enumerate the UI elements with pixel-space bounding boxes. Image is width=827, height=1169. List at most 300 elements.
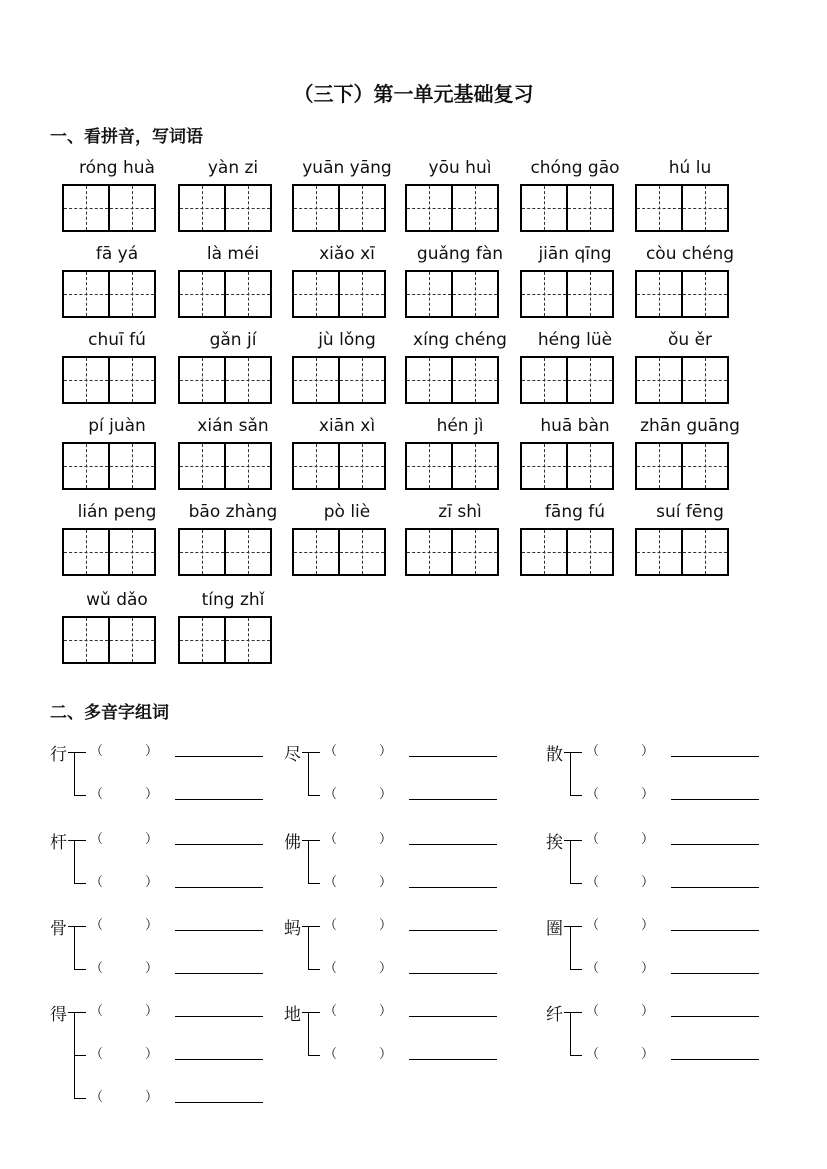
word-blank-line[interactable] [671, 887, 759, 888]
writing-boxes [62, 442, 172, 490]
pinyin-label: xián sǎn [197, 416, 269, 436]
pinyin-paren-open: （ [586, 1047, 600, 1062]
word-blank-line[interactable] [671, 973, 759, 974]
answer-row [586, 957, 766, 977]
tianzige-box[interactable] [635, 442, 683, 490]
tianzige-box[interactable] [226, 184, 272, 232]
pinyin-label: xíng chéng [413, 330, 507, 350]
pinyin-label: hú lu [668, 158, 712, 178]
word-blank-line[interactable] [671, 1059, 759, 1060]
tianzige-box[interactable] [226, 270, 272, 318]
tianzige-box[interactable] [635, 528, 683, 576]
tianzige-box[interactable] [683, 270, 729, 318]
pinyin-label: chuī fú [88, 330, 146, 350]
word-blank-line[interactable] [409, 887, 497, 888]
pinyin-paren-close: ） [379, 1004, 393, 1019]
tianzige-box[interactable] [405, 528, 453, 576]
pinyin-paren-open: （ [90, 1004, 104, 1019]
pinyin-label: jù lǒng [318, 330, 376, 350]
writing-boxes [520, 442, 630, 490]
pinyin-paren-close: ） [145, 961, 159, 976]
pinyin-paren-close: ） [641, 875, 655, 890]
tianzige-box[interactable] [568, 442, 614, 490]
answer-row [586, 1043, 766, 1063]
brace-tick [308, 926, 320, 927]
polyphone-group [284, 740, 524, 826]
answer-row [90, 740, 270, 760]
tianzige-box[interactable] [340, 442, 386, 490]
writing-boxes [520, 528, 630, 576]
brace-tick [74, 752, 86, 753]
polyphone-char: 挨 [546, 833, 563, 853]
brace-tick [570, 752, 582, 753]
pinyin-paren-open: （ [90, 918, 104, 933]
answer-row [90, 1000, 270, 1020]
word-blank-line[interactable] [175, 887, 263, 888]
tianzige-box[interactable] [405, 356, 453, 404]
tianzige-box[interactable] [62, 442, 110, 490]
pinyin-paren-close: ） [641, 1047, 655, 1062]
tianzige-box[interactable] [683, 528, 729, 576]
pinyin-label: huā bàn [540, 416, 610, 436]
pinyin-item [178, 500, 288, 576]
pinyin-item [635, 242, 745, 318]
word-blank-line[interactable] [175, 1102, 263, 1103]
writing-boxes [520, 270, 630, 318]
polyphone-char: 散 [546, 745, 563, 765]
pinyin-paren-open: （ [324, 832, 338, 847]
polyphone-group [546, 828, 786, 914]
word-blank-line[interactable] [175, 1059, 263, 1060]
writing-boxes [292, 442, 402, 490]
tianzige-box[interactable] [292, 528, 340, 576]
brace-line [570, 840, 571, 883]
pinyin-paren-open: （ [586, 1004, 600, 1019]
brace-tick [308, 752, 320, 753]
pinyin-paren-open: （ [324, 875, 338, 890]
pinyin-paren-close: ） [641, 744, 655, 759]
pinyin-item [178, 328, 288, 404]
section-heading-pinyin: 一、看拼音，写词语 [50, 127, 203, 147]
polyphone-group [284, 914, 524, 1000]
pinyin-paren-close: ） [641, 918, 655, 933]
pinyin-item [62, 588, 172, 664]
tianzige-box[interactable] [520, 184, 568, 232]
answer-row [586, 914, 766, 934]
pinyin-paren-close: ） [641, 961, 655, 976]
writing-boxes [635, 528, 745, 576]
word-blank-line[interactable] [409, 799, 497, 800]
pinyin-item [292, 500, 402, 576]
polyphone-char: 得 [50, 1005, 67, 1025]
tianzige-box[interactable] [110, 270, 156, 318]
pinyin-item [405, 500, 515, 576]
answer-row [90, 914, 270, 934]
pinyin-label: yuān yāng [302, 158, 392, 178]
pinyin-paren-close: ） [379, 1047, 393, 1062]
tianzige-box[interactable] [453, 184, 499, 232]
polyphone-char: 佛 [284, 833, 301, 853]
answer-row [324, 740, 504, 760]
writing-boxes [635, 184, 745, 232]
brace-tick [74, 926, 86, 927]
pinyin-paren-open: （ [324, 918, 338, 933]
pinyin-paren-open: （ [90, 1090, 104, 1105]
answer-row [90, 1086, 270, 1106]
pinyin-paren-open: （ [90, 832, 104, 847]
answer-row [586, 1000, 766, 1020]
pinyin-item [292, 242, 402, 318]
tianzige-box[interactable] [520, 528, 568, 576]
brace-tick [570, 840, 582, 841]
tianzige-box[interactable] [110, 528, 156, 576]
brace-tick [570, 969, 582, 970]
word-blank-line[interactable] [671, 756, 759, 757]
pinyin-label: là méi [206, 244, 260, 264]
answer-row [324, 1043, 504, 1063]
pinyin-item [62, 328, 172, 404]
word-blank-line[interactable] [409, 973, 497, 974]
polyphone-char: 杆 [50, 833, 67, 853]
writing-boxes [178, 270, 288, 318]
tianzige-box[interactable] [568, 270, 614, 318]
tianzige-box[interactable] [226, 356, 272, 404]
writing-boxes [292, 528, 402, 576]
pinyin-paren-open: （ [586, 744, 600, 759]
tianzige-box[interactable] [453, 356, 499, 404]
tianzige-box[interactable] [453, 528, 499, 576]
brace-tick [308, 840, 320, 841]
word-blank-line[interactable] [671, 930, 759, 931]
pinyin-label: gǎn jí [209, 330, 257, 350]
polyphone-group [50, 740, 290, 826]
pinyin-item [405, 328, 515, 404]
section-heading-polyphone: 二、多音字组词 [50, 703, 169, 723]
tianzige-box[interactable] [635, 356, 683, 404]
pinyin-label: jiān qīng [538, 244, 612, 264]
pinyin-label: lián peng [77, 502, 157, 522]
answer-row [90, 1043, 270, 1063]
polyphone-group [50, 914, 290, 1000]
pinyin-paren-open: （ [324, 744, 338, 759]
brace-tick [308, 969, 320, 970]
writing-boxes [405, 442, 515, 490]
pinyin-paren-close: ） [145, 918, 159, 933]
polyphone-group [50, 1000, 290, 1129]
brace-tick [570, 795, 582, 796]
pinyin-label: suí fēng [656, 502, 724, 522]
brace-line [570, 1012, 571, 1055]
answer-row [324, 957, 504, 977]
tianzige-box[interactable] [340, 270, 386, 318]
pinyin-label: tíng zhǐ [201, 590, 265, 610]
tianzige-box[interactable] [568, 356, 614, 404]
writing-boxes [178, 184, 288, 232]
tianzige-box[interactable] [340, 528, 386, 576]
tianzige-box[interactable] [178, 356, 226, 404]
pinyin-item [178, 156, 288, 232]
word-blank-line[interactable] [175, 1016, 263, 1017]
pinyin-item [405, 242, 515, 318]
pinyin-paren-open: （ [586, 787, 600, 802]
pinyin-paren-close: ） [641, 787, 655, 802]
word-blank-line[interactable] [409, 1059, 497, 1060]
pinyin-paren-close: ） [379, 918, 393, 933]
writing-boxes [292, 270, 402, 318]
writing-boxes [292, 184, 402, 232]
tianzige-box[interactable] [62, 616, 110, 664]
pinyin-paren-close: ） [145, 832, 159, 847]
polyphone-char: 行 [50, 745, 67, 765]
tianzige-box[interactable] [226, 528, 272, 576]
tianzige-box[interactable] [178, 184, 226, 232]
pinyin-item [405, 414, 515, 490]
word-blank-line[interactable] [671, 844, 759, 845]
tianzige-box[interactable] [405, 270, 453, 318]
word-blank-line[interactable] [175, 930, 263, 931]
brace-tick [308, 883, 320, 884]
tianzige-box[interactable] [178, 616, 226, 664]
pinyin-label: héng lüè [537, 330, 613, 350]
brace-tick [308, 1012, 320, 1013]
pinyin-item [405, 156, 515, 232]
writing-boxes [520, 356, 630, 404]
tianzige-box[interactable] [62, 528, 110, 576]
pinyin-label: yōu huì [428, 158, 492, 178]
tianzige-box[interactable] [62, 184, 110, 232]
polyphone-char: 圈 [546, 919, 563, 939]
tianzige-box[interactable] [568, 528, 614, 576]
pinyin-label: chóng gāo [530, 158, 620, 178]
pinyin-item [62, 414, 172, 490]
pinyin-label: fāng fú [544, 502, 606, 522]
pinyin-label: zī shì [438, 502, 482, 522]
tianzige-box[interactable] [292, 270, 340, 318]
pinyin-paren-open: （ [324, 787, 338, 802]
pinyin-paren-close: ） [145, 875, 159, 890]
pinyin-label: hén jì [436, 416, 484, 436]
pinyin-item [292, 156, 402, 232]
word-blank-line[interactable] [175, 973, 263, 974]
brace-line [570, 926, 571, 969]
tianzige-box[interactable] [62, 270, 110, 318]
word-blank-line[interactable] [175, 844, 263, 845]
pinyin-label: guǎng fàn [416, 244, 504, 264]
page-title: （三下）第一单元基础复习 [293, 82, 534, 106]
pinyin-paren-close: ） [379, 787, 393, 802]
pinyin-label: fā yá [95, 244, 139, 264]
writing-boxes [635, 442, 745, 490]
word-blank-line[interactable] [409, 1016, 497, 1017]
tianzige-box[interactable] [226, 616, 272, 664]
pinyin-item [62, 242, 172, 318]
tianzige-box[interactable] [683, 442, 729, 490]
pinyin-paren-close: ） [145, 1090, 159, 1105]
writing-boxes [405, 184, 515, 232]
pinyin-item [178, 588, 288, 664]
polyphone-group [546, 1000, 786, 1086]
pinyin-paren-close: ） [379, 961, 393, 976]
tianzige-box[interactable] [110, 616, 156, 664]
pinyin-item [520, 156, 630, 232]
brace-tick [74, 1012, 86, 1013]
tianzige-box[interactable] [340, 356, 386, 404]
tianzige-box[interactable] [110, 442, 156, 490]
tianzige-box[interactable] [110, 356, 156, 404]
brace-tick [308, 795, 320, 796]
word-blank-line[interactable] [671, 799, 759, 800]
word-blank-line[interactable] [409, 930, 497, 931]
writing-boxes [62, 356, 172, 404]
writing-boxes [178, 442, 288, 490]
polyphone-group [546, 740, 786, 826]
brace-tick [570, 1055, 582, 1056]
pinyin-label: yàn zi [207, 158, 259, 178]
tianzige-box[interactable] [453, 270, 499, 318]
answer-row [90, 828, 270, 848]
brace-line [570, 752, 571, 795]
word-blank-line[interactable] [671, 1016, 759, 1017]
tianzige-box[interactable] [340, 184, 386, 232]
tianzige-box[interactable] [683, 356, 729, 404]
writing-boxes [178, 616, 288, 664]
writing-boxes [635, 356, 745, 404]
pinyin-paren-open: （ [90, 961, 104, 976]
brace-tick [74, 1055, 86, 1056]
brace-tick [74, 795, 86, 796]
brace-tick [570, 883, 582, 884]
tianzige-box[interactable] [635, 184, 683, 232]
word-blank-line[interactable] [175, 756, 263, 757]
pinyin-paren-open: （ [90, 787, 104, 802]
pinyin-paren-open: （ [90, 744, 104, 759]
word-blank-line[interactable] [175, 799, 263, 800]
pinyin-item [635, 328, 745, 404]
pinyin-label: róng huà [79, 158, 155, 178]
pinyin-paren-close: ） [145, 787, 159, 802]
pinyin-label: ǒu ěr [667, 330, 713, 350]
pinyin-item [520, 414, 630, 490]
tianzige-box[interactable] [453, 442, 499, 490]
tianzige-box[interactable] [178, 270, 226, 318]
pinyin-paren-open: （ [90, 1047, 104, 1062]
tianzige-box[interactable] [683, 184, 729, 232]
pinyin-label: pí juàn [88, 416, 146, 436]
brace-tick [74, 1098, 86, 1099]
tianzige-box[interactable] [405, 184, 453, 232]
brace-line [74, 926, 75, 969]
pinyin-paren-close: ） [379, 744, 393, 759]
answer-row [324, 783, 504, 803]
pinyin-paren-open: （ [324, 1047, 338, 1062]
tianzige-box[interactable] [178, 528, 226, 576]
polyphone-char: 尽 [284, 745, 301, 765]
tianzige-box[interactable] [110, 184, 156, 232]
pinyin-item [520, 328, 630, 404]
pinyin-item [520, 242, 630, 318]
pinyin-paren-open: （ [324, 1004, 338, 1019]
pinyin-paren-open: （ [586, 875, 600, 890]
pinyin-paren-close: ） [145, 744, 159, 759]
word-blank-line[interactable] [409, 844, 497, 845]
tianzige-box[interactable] [520, 270, 568, 318]
pinyin-label: xiǎo xī [319, 244, 375, 264]
polyphone-char: 纤 [546, 1005, 563, 1025]
tianzige-box[interactable] [292, 442, 340, 490]
pinyin-paren-close: ） [145, 1047, 159, 1062]
word-blank-line[interactable] [409, 756, 497, 757]
tianzige-box[interactable] [520, 442, 568, 490]
brace-line [308, 926, 309, 969]
polyphone-group [284, 828, 524, 914]
pinyin-paren-close: ） [145, 1004, 159, 1019]
pinyin-item [292, 414, 402, 490]
writing-boxes [62, 184, 172, 232]
answer-row [586, 828, 766, 848]
writing-boxes [405, 528, 515, 576]
polyphone-char: 骨 [50, 919, 67, 939]
polyphone-group [546, 914, 786, 1000]
brace-tick [74, 840, 86, 841]
answer-row [90, 783, 270, 803]
tianzige-box[interactable] [292, 356, 340, 404]
tianzige-box[interactable] [178, 442, 226, 490]
pinyin-label: xiān xì [318, 416, 376, 436]
pinyin-item [178, 414, 288, 490]
writing-boxes [635, 270, 745, 318]
answer-row [324, 828, 504, 848]
answer-row [90, 957, 270, 977]
pinyin-label: còu chéng [645, 244, 735, 264]
tianzige-box[interactable] [292, 184, 340, 232]
answer-row [586, 871, 766, 891]
pinyin-item [635, 156, 745, 232]
writing-boxes [292, 356, 402, 404]
brace-line [74, 840, 75, 883]
polyphone-char: 蚂 [284, 919, 301, 939]
tianzige-box[interactable] [405, 442, 453, 490]
polyphone-group [284, 1000, 524, 1086]
writing-boxes [405, 270, 515, 318]
pinyin-label: bāo zhàng [188, 502, 278, 522]
writing-boxes [405, 356, 515, 404]
tianzige-box[interactable] [520, 356, 568, 404]
answer-row [324, 871, 504, 891]
pinyin-paren-close: ） [379, 875, 393, 890]
pinyin-item [635, 500, 745, 576]
tianzige-box[interactable] [62, 356, 110, 404]
tianzige-box[interactable] [568, 184, 614, 232]
answer-row [586, 783, 766, 803]
pinyin-paren-open: （ [586, 832, 600, 847]
pinyin-item [635, 414, 745, 490]
brace-line [308, 840, 309, 883]
polyphone-group [50, 828, 290, 914]
pinyin-label: pò liè [323, 502, 371, 522]
tianzige-box[interactable] [635, 270, 683, 318]
brace-tick [308, 1055, 320, 1056]
brace-line [74, 752, 75, 795]
polyphone-char: 地 [284, 1005, 301, 1025]
brace-tick [570, 926, 582, 927]
answer-row [324, 1000, 504, 1020]
brace-tick [74, 969, 86, 970]
pinyin-paren-open: （ [90, 875, 104, 890]
pinyin-item [292, 328, 402, 404]
tianzige-box[interactable] [226, 442, 272, 490]
answer-row [586, 740, 766, 760]
pinyin-paren-close: ） [641, 1004, 655, 1019]
